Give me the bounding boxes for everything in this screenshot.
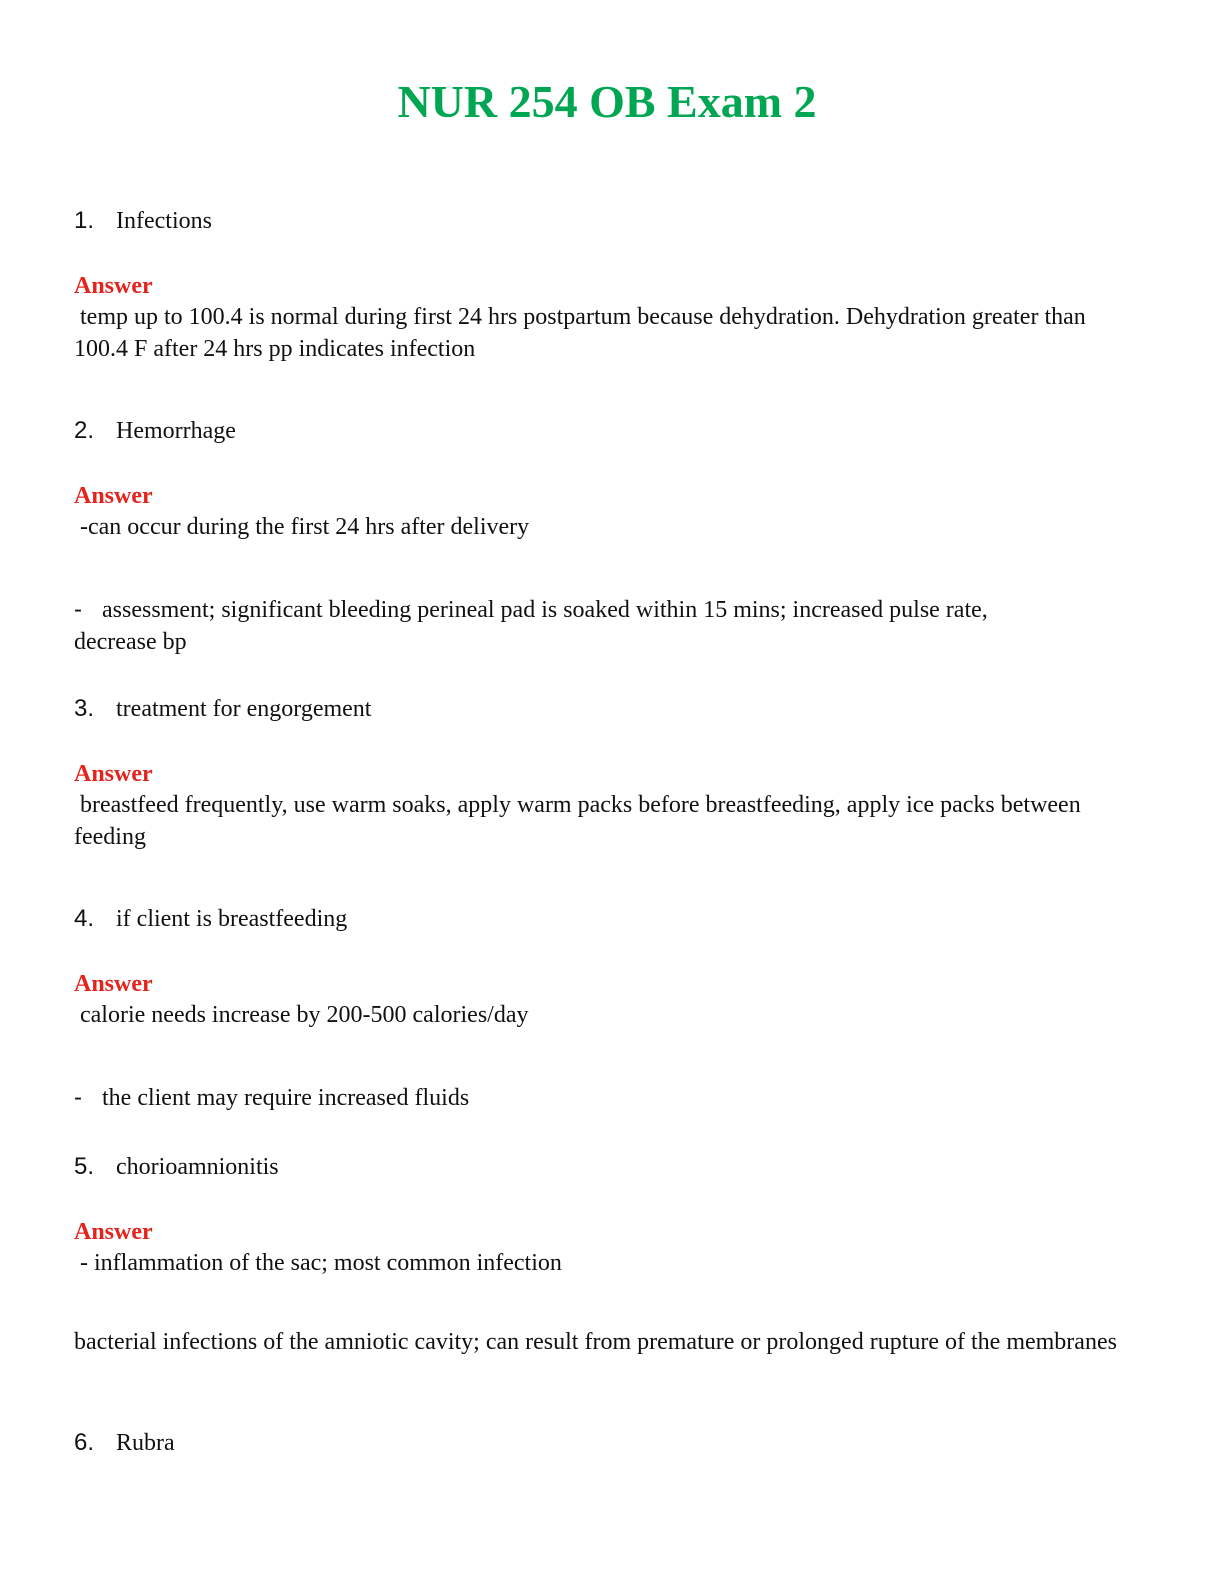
question-number: 2. bbox=[74, 417, 95, 444]
dash-bullet: - bbox=[74, 596, 82, 623]
question-text: chorioamnionitis bbox=[116, 1154, 279, 1180]
question-3-heading bbox=[74, 694, 1154, 724]
question-number: 5. bbox=[74, 1153, 95, 1180]
answer-2 bbox=[74, 481, 1154, 543]
answer-5 bbox=[74, 1217, 1154, 1279]
answer-2-extra bbox=[74, 594, 1154, 658]
answer-4 bbox=[74, 969, 1154, 1031]
answer-label: Answer bbox=[74, 483, 153, 509]
answer-label: Answer bbox=[74, 273, 153, 299]
answer-text: calorie needs increase by 200-500 calories/day bbox=[74, 1002, 529, 1028]
question-3 bbox=[74, 694, 1154, 724]
answer-label: Answer bbox=[74, 1219, 153, 1245]
question-number: 1. bbox=[74, 207, 95, 234]
question-text: treatment for engorgement bbox=[116, 696, 372, 722]
question-text: Hemorrhage bbox=[116, 418, 236, 444]
answer-1 bbox=[74, 271, 1154, 365]
question-2-heading bbox=[74, 416, 1154, 446]
question-4 bbox=[74, 904, 1154, 934]
question-6-heading bbox=[74, 1428, 1154, 1458]
bullet-continuation: decrease bp bbox=[74, 629, 187, 655]
question-1-heading bbox=[74, 206, 1154, 236]
bullet-line bbox=[74, 594, 1154, 626]
answer-4-extra bbox=[74, 1082, 1154, 1114]
bullet-text: assessment; significant bleeding perineal pad is soaked within 15 mins; increased pulse rate, bbox=[102, 597, 988, 623]
question-5 bbox=[74, 1152, 1154, 1182]
question-number: 3. bbox=[74, 695, 95, 722]
question-6 bbox=[74, 1428, 1154, 1458]
bullet-line bbox=[74, 1082, 1154, 1114]
question-text: Rubra bbox=[116, 1430, 175, 1456]
answer-paragraph: bacterial infections of the amniotic cavity; can result from premature or prolonged rupture of the membranes bbox=[74, 1329, 1117, 1355]
answer-text: temp up to 100.4 is normal during first 24 hrs postpartum because dehydration. Dehydration greater than 100.4 F after 24 hrs pp indicates infection bbox=[74, 304, 1092, 362]
question-text: if client is breastfeeding bbox=[116, 906, 348, 932]
answer-text: -can occur during the first 24 hrs after delivery bbox=[74, 514, 530, 540]
question-4-heading bbox=[74, 904, 1154, 934]
question-2 bbox=[74, 416, 1154, 446]
answer-text: - inflammation of the sac; most common infection bbox=[74, 1250, 562, 1276]
question-1 bbox=[74, 206, 1154, 236]
question-5-heading bbox=[74, 1152, 1154, 1182]
answer-label: Answer bbox=[74, 971, 153, 997]
page-title: NUR 254 OB Exam 2 bbox=[397, 76, 817, 127]
question-text: Infections bbox=[116, 208, 212, 234]
answer-text: breastfeed frequently, use warm soaks, apply warm packs before breastfeeding, apply ice packs between feeding bbox=[74, 792, 1087, 850]
answer-5-extra bbox=[74, 1326, 1154, 1358]
bullet-text: the client may require increased fluids bbox=[102, 1085, 470, 1111]
answer-label: Answer bbox=[74, 761, 153, 787]
dash-bullet: - bbox=[74, 1084, 82, 1111]
question-number: 6. bbox=[74, 1429, 95, 1456]
answer-3 bbox=[74, 759, 1154, 853]
question-number: 4. bbox=[74, 905, 95, 932]
